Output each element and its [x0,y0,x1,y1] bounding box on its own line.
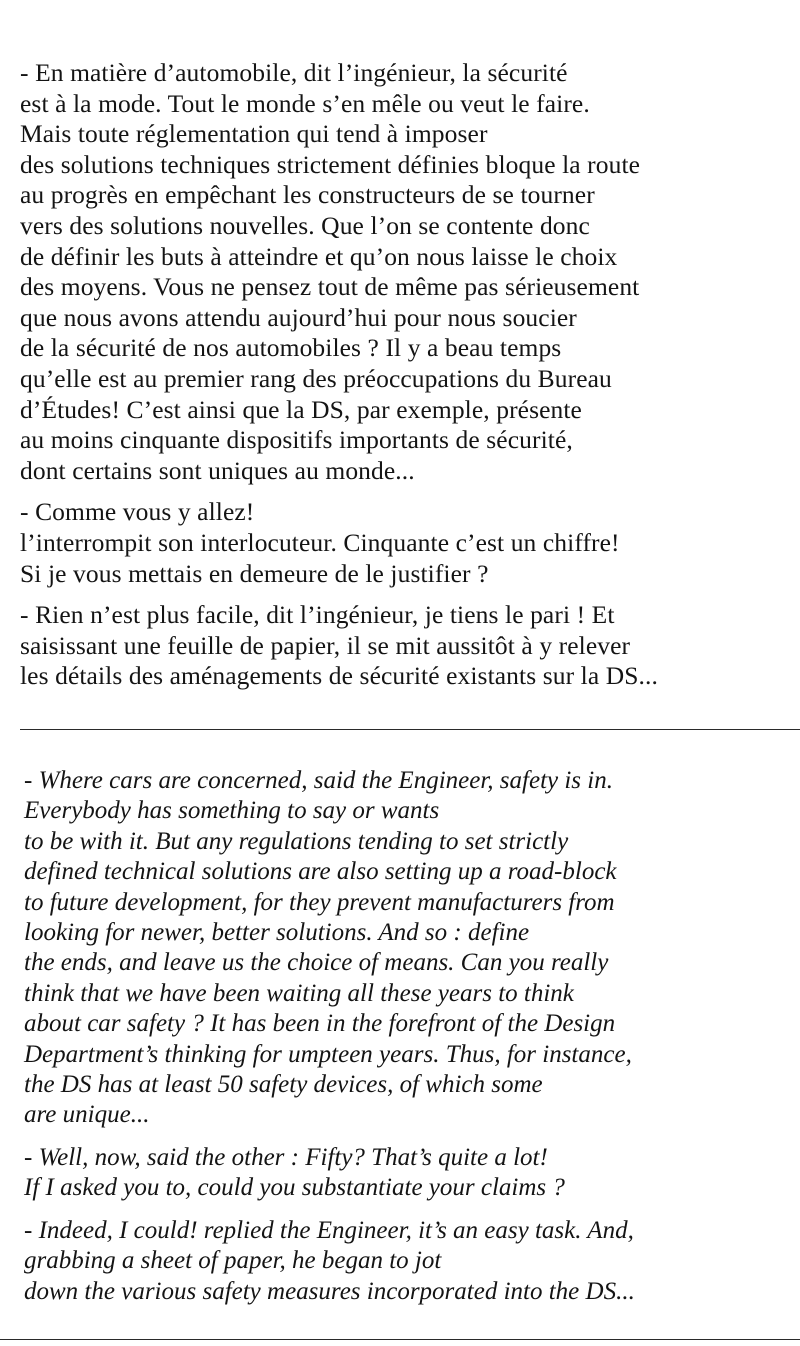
text-line: que nous avons attendu aujourd’hui pour nous soucier [20,302,577,332]
section-divider-rule [20,729,800,730]
english-paragraph-3 [24,1216,794,1307]
text-line: - Comme vous y allez! [20,497,255,527]
text-line: Department’s thinking for umpteen years. Thus, for instance, [24,1040,632,1068]
text-line: au moins cinquante dispositifs importants de sécurité, [20,425,573,455]
text-line: think that we have been waiting all these years to think [24,979,574,1007]
text-line: saisissant une feuille de papier, il se mit aussitôt à y relever [20,630,631,660]
text-line: - Well, now, said the other : Fifty? That’s quite a lot! [24,1143,548,1171]
french-paragraph-3 [20,600,795,692]
french-text-block [20,58,795,692]
bottom-rule [0,1339,800,1340]
paragraph-spacer [20,486,795,497]
text-line: qu’elle est au premier rang des préoccupations du Bureau [20,363,612,393]
text-line: to be with it. But any regulations tending to set strictly [24,827,569,855]
text-line: to future development, for they prevent manufacturers from [24,888,615,916]
paragraph-spacer [24,1204,794,1216]
text-line: est à la mode. Tout le monde s’en mêle ou veut le faire. [20,88,590,118]
text-line: If I asked you to, could you substantiate your claims ? [24,1174,565,1202]
text-line: the ends, and leave us the choice of means. Can you really [24,949,609,977]
text-line: au progrès en empêchant les constructeurs de se tourner [20,180,595,210]
text-line: are unique... [24,1101,150,1129]
text-line: - Where cars are concerned, said the Engineer, safety is in. [24,767,613,794]
text-line: grabbing a sheet of paper, he began to jot [24,1247,442,1275]
french-paragraph-2 [20,497,795,589]
paragraph-spacer [20,589,795,600]
text-line: vers des solutions nouvelles. Que l’on se contente donc [20,210,590,240]
text-line: l’interrompit son interlocuteur. Cinquante c’est un chiffre! [20,527,620,557]
french-paragraph-1 [20,58,795,486]
text-line: - En matière d’automobile, dit l’ingénieur, la sécurité [20,58,568,87]
text-line: Mais toute réglementation qui tend à imposer [20,119,488,149]
text-line: - Indeed, I could! replied the Engineer, it’s an easy task. And, [24,1216,634,1244]
english-paragraph-2 [24,1143,794,1204]
text-line: Everybody has something to say or wants [24,797,440,825]
text-line: looking for newer, better solutions. And so : define [24,919,530,947]
text-line: the DS has at least 50 safety devices, of which some [24,1071,543,1099]
text-line: Si je vous mettais en demeure de le justifier ? [20,558,489,588]
english-text-block [24,766,794,1307]
text-line: defined technical solutions are also setting up a road-block [24,858,617,886]
text-line: des solutions techniques strictement définies bloque la route [20,149,641,179]
text-line: down the various safety measures incorporated into the DS... [24,1277,635,1305]
text-line: des moyens. Vous ne pensez tout de même pas sérieusement [20,272,640,302]
text-line: - Rien n’est plus facile, dit l’ingénieur, je tiens le pari ! Et [20,600,615,630]
text-line: about car safety ? It has been in the forefront of the Design [24,1010,616,1038]
english-paragraph-1 [24,766,794,1131]
text-line: de définir les buts à atteindre et qu’on nous laisse le choix [20,241,618,271]
text-line: d’Études! C’est ainsi que la DS, par exemple, présente [20,394,582,424]
text-line: les détails des aménagements de sécurité existants sur la DS... [20,661,658,691]
paragraph-spacer [24,1131,794,1143]
text-line: dont certains sont uniques au monde... [20,455,415,485]
text-line: de la sécurité de nos automobiles ? Il y a beau temps [20,333,562,363]
